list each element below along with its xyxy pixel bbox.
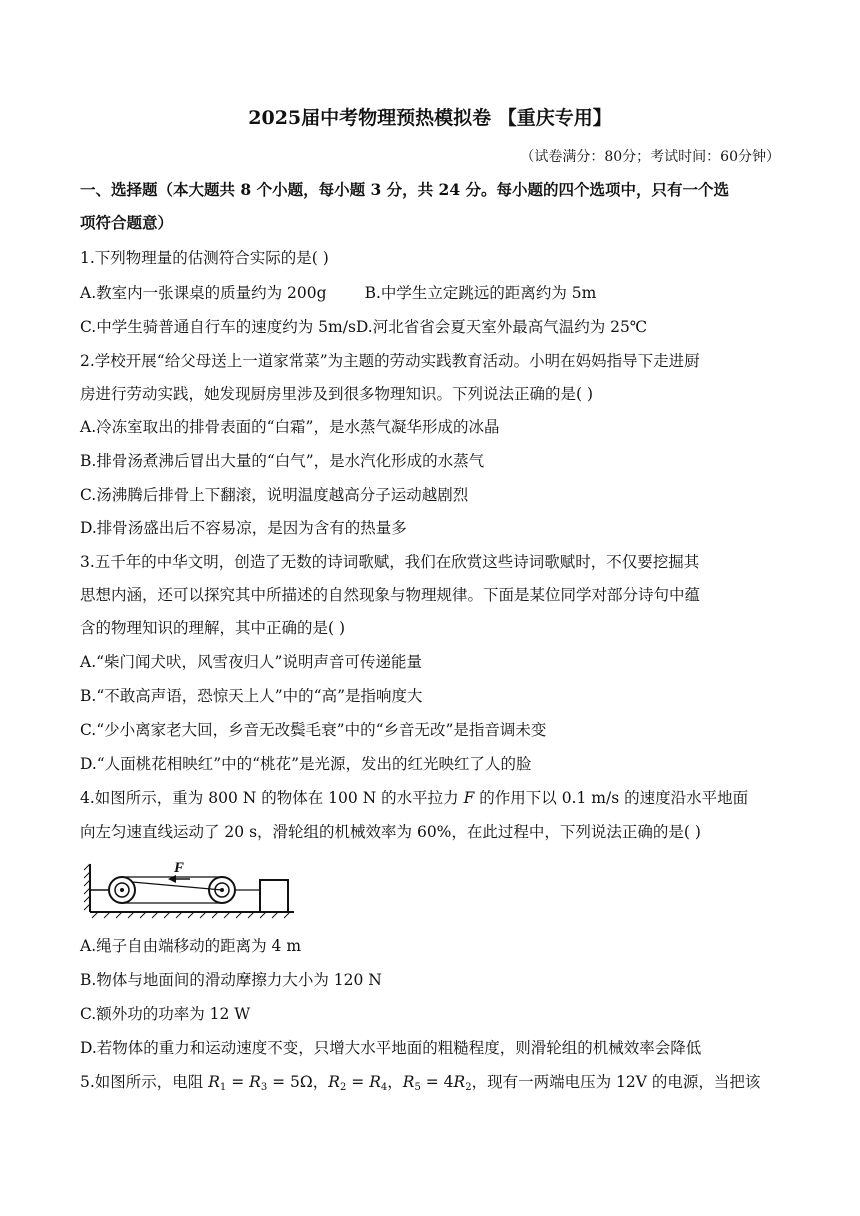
q1-option-d: D.河北省省会夏天室外最高气温约为 25℃ <box>355 318 648 336</box>
section-heading-cont: 项符合题意） <box>80 213 174 232</box>
q4-stem-2: 向左匀速直线运动了 20 s，滑轮组的机械效率为 60%，在此过程中，下列说法正确的是( ) <box>80 823 701 841</box>
q3-option-c: C.“少小离家老大回，乡音无改鬓毛衰”中的“乡音无改”是指音调未变 <box>80 721 547 739</box>
q3-stem-1: 3.五千年的中华文明，创造了无数的诗词歌赋，我们在欣赏这些诗词歌赋时，不仅要挖掘其 <box>80 553 700 571</box>
q4-option-a: A.绳子自由端移动的距离为 4 m <box>80 937 302 955</box>
exam-title: 2025届中考物理预热模拟卷 【重庆专用】 <box>248 107 612 129</box>
q1-option-c: C.中学生骑普通自行车的速度约为 5m/s <box>80 318 356 336</box>
q5-stem: 5.如图所示，电阻 $R_1 = R_3 = 5\Omega$，$R_2 = R_4$，$R_5 = 4R_2$，现有一两端电压为 12V 的电源，当把该 <box>80 1073 761 1093</box>
q3-stem-2: 思想内涵，还可以探究其中所描述的自然现象与物理规律。下面是某位同学对部分诗句中蕴 <box>80 586 701 604</box>
q3-option-d: D.“人面桃花相映红”中的“桃花”是光源，发出的红光映红了人的脸 <box>80 755 532 773</box>
q4-option-b: B.物体与地面间的滑动摩擦力大小为 120 N <box>80 971 382 989</box>
q2-stem-1: 2.学校开展“给父母送上一道家常菜”为主题的劳动实践教育活动。小明在妈妈指导下走进厨 <box>80 352 700 370</box>
q2-option-c: C.汤沸腾后排骨上下翻滚，说明温度越高分子运动越剧烈 <box>80 486 469 504</box>
rope <box>122 877 260 903</box>
force-symbol: F <box>463 789 475 807</box>
q1-stem: 1.下列物理量的估测符合实际的是( ) <box>80 249 329 267</box>
q4-option-c: C.额外功的功率为 12 W <box>80 1005 251 1023</box>
q3-option-b: B.“不敢高声语，恐惊天上人”中的“高”是指响度大 <box>80 687 423 705</box>
q1-option-b: B.中学生立定跳远的距离约为 5m <box>364 284 597 302</box>
q2-option-b: B.排骨汤煮沸后冒出大量的“白气”，是水汽化形成的水蒸气 <box>80 452 485 470</box>
q3-stem-3: 含的物理知识的理解，其中正确的是( ) <box>80 619 346 637</box>
q3-option-a: A.“柴门闻犬吠，风雪夜归人”说明声音可传递能量 <box>80 653 422 671</box>
q4-stem-1: 4.如图所示，重为 800 N 的物体在 100 N 的水平拉力 F 的作用下以 0.1 m/s 的速度沿水平地面 <box>80 789 749 807</box>
block <box>260 880 288 912</box>
q4-option-d: D.若物体的重力和运动速度不变，只增大水平地面的粗糙程度，则滑轮组的机械效率会降低 <box>80 1039 702 1057</box>
q1-option-row-2 <box>80 315 780 337</box>
force-arrowhead <box>168 875 176 883</box>
force-label: F <box>174 860 185 876</box>
section-heading: 一、选择题（本大题共 8 个小题，每小题 3 分，共 24 分。每小题的四个选项中，只有一个选 <box>80 180 730 199</box>
pulley-diagram <box>82 858 297 920</box>
exam-meta: （试卷满分：80分；考试时间：60分钟） <box>520 149 780 165</box>
q1-option-a: A.教室内一张课桌的质量约为 200g <box>80 284 327 302</box>
q2-option-d: D.排骨汤盛出后不容易凉，是因为含有的热量多 <box>80 519 407 537</box>
q1-option-row-1 <box>80 281 780 303</box>
q2-stem-2: 房进行劳动实践，她发现厨房里涉及到很多物理知识。下列说法正确的是( ) <box>80 385 594 403</box>
q2-option-a: A.冷冻室取出的排骨表面的“白霜”，是水蒸气凝华形成的冰晶 <box>80 418 500 436</box>
